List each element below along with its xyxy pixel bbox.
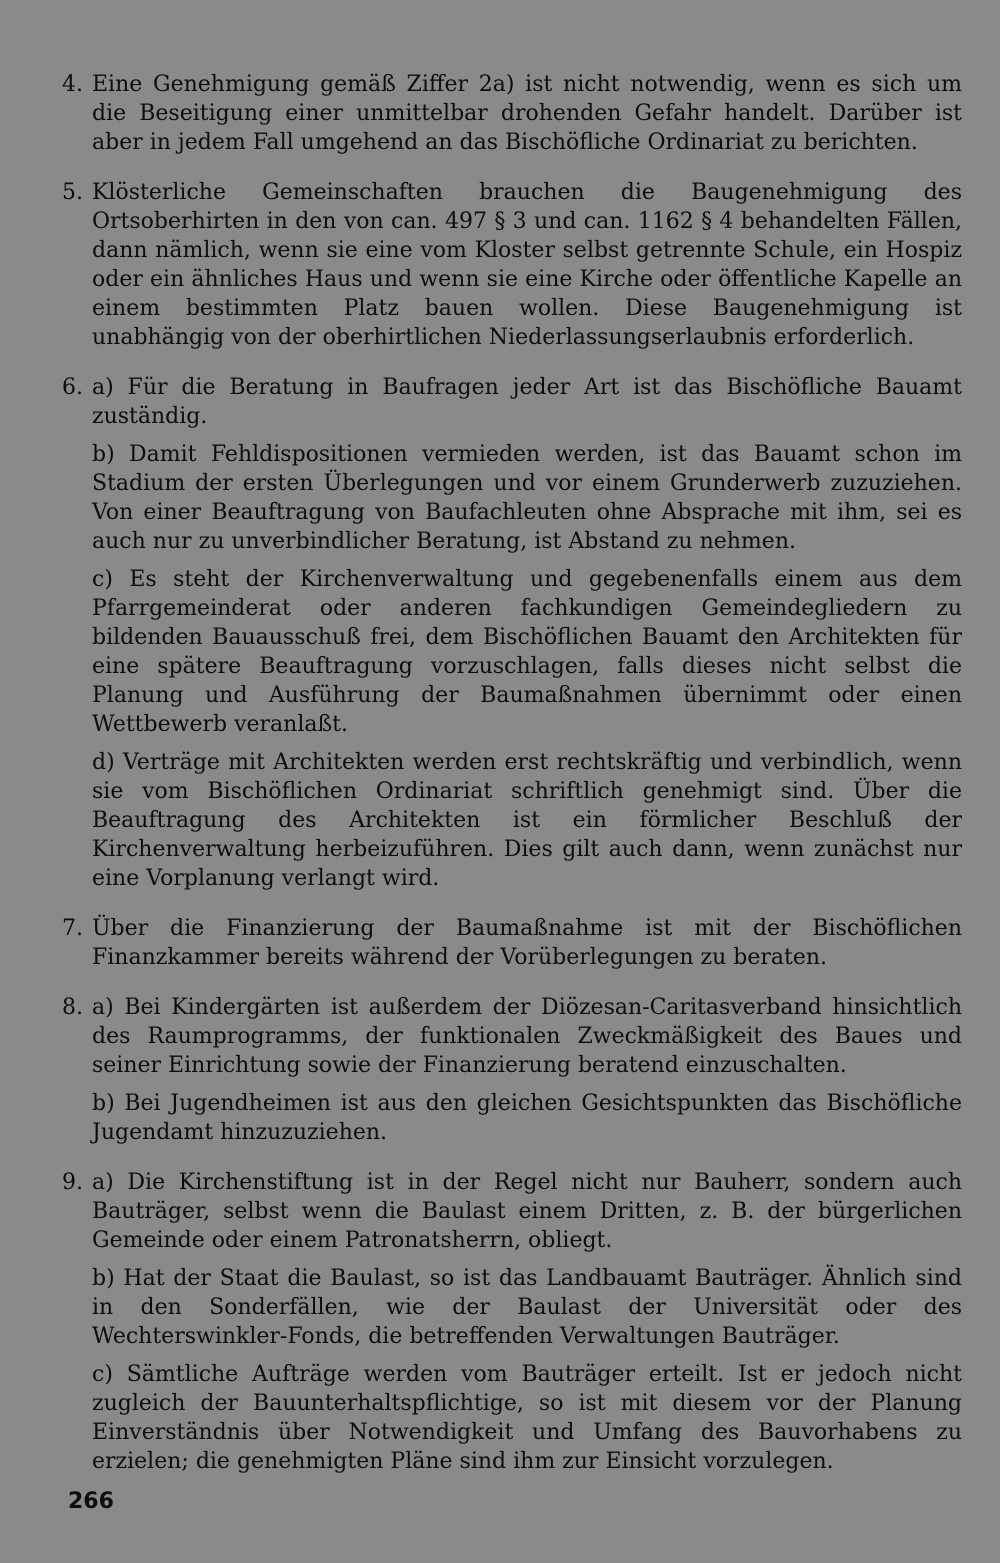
item-number: 5. <box>62 180 83 205</box>
paragraph-a: a) Für die Beratung in Baufragen jeder Art ist das Bischöfliche Bauamt zuständig. <box>92 375 962 429</box>
paragraph-a: a) Bei Kindergärten ist außerdem der Diözesan-Caritasverband hinsichtlich des Raumprogramms, der funktionalen Zweckmäßigkeit des Baues und seiner Einrichtung sowie der Finanzierung beratend einzuschalten. <box>92 995 962 1078</box>
list-item-6 <box>62 373 962 893</box>
paragraph-b: b) Hat der Staat die Baulast, so ist das Landbauamt Bauträger. Ähnlich sind in den Sonderfällen, wie der Baulast der Universität oder des Wechterswinkler-Fonds, die betreffenden Verwaltungen Bauträger. <box>92 1266 962 1349</box>
item-number: 9. <box>62 1170 83 1195</box>
list-item-5 <box>62 178 962 352</box>
paragraph: Über die Finanzierung der Baumaßnahme ist mit der Bischöflichen Finanzkammer bereits während der Vorüberlegungen zu beraten. <box>92 916 962 970</box>
paragraph-d: d) Verträge mit Architekten werden erst rechtskräftig und verbindlich, wenn sie vom Bischöflichen Ordinariat schriftlich genehmigt sind. Über die Beauftragung des Architekten ist ein förmlicher Beschluß der Kirchenverwaltung herbeizuführen. Dies gilt auch dann, wenn zunächst nur eine Vorplanung verlangt wird. <box>92 750 962 891</box>
paragraph-c: c) Sämtliche Aufträge werden vom Bauträger erteilt. Ist er jedoch nicht zugleich der Bauunterhaltspflichtige, so ist mit diesem vor der Planung Einverständnis über Notwendigkeit und Umfang des Bauvorhabens zu erzielen; die genehmigten Pläne sind ihm zur Einsicht vorzulegen. <box>92 1362 962 1474</box>
paragraph: Eine Genehmigung gemäß Ziffer 2a) ist nicht notwendig, wenn es sich um die Beseitigung einer unmittelbar drohenden Gefahr handelt. Darüber ist aber in jedem Fall umgehend an das Bischöfliche Ordinariat zu berichten. <box>92 72 962 155</box>
paragraph: Klösterliche Gemeinschaften brauchen die Baugenehmigung des Ortsoberhirten in den von can. 497 § 3 und can. 1162 § 4 behandelten Fällen, dann nämlich, wenn sie eine vom Kloster selbst getrennte Schule, ein Hospiz oder ein ähnliches Haus und wenn sie eine Kirche oder öffentliche Kapelle an einem bestimmten Platz bauen wollen. Diese Baugenehmigung ist unabhängig von der oberhirtlichen Niederlassungserlaubnis erforderlich. <box>92 180 962 350</box>
list-item-9 <box>62 1168 962 1476</box>
paragraph-b: b) Bei Jugendheimen ist aus den gleichen Gesichtspunkten das Bischöfliche Jugendamt hinzuzuziehen. <box>92 1091 962 1145</box>
paragraph-a: a) Die Kirchenstiftung ist in der Regel nicht nur Bauherr, sondern auch Bauträger, selbst wenn die Baulast einem Dritten, z. B. der bürgerlichen Gemeinde oder einem Patronatsherrn, obliegt. <box>92 1170 962 1253</box>
item-number: 4. <box>62 72 83 97</box>
item-number: 7. <box>62 916 83 941</box>
document-body <box>62 70 962 1476</box>
page-number: 266 <box>68 1489 114 1514</box>
item-number: 6. <box>62 375 83 400</box>
list-item-4 <box>62 70 962 157</box>
paragraph-b: b) Damit Fehldispositionen vermieden werden, ist das Bauamt schon im Stadium der ersten Überlegungen und vor einem Grunderwerb zuzuziehen. Von einer Beauftragung von Baufachleuten ohne Absprache mit ihm, sei es auch nur zu unverbindlicher Beratung, ist Abstand zu nehmen. <box>92 442 962 554</box>
list-item-7 <box>62 914 962 972</box>
list-item-8 <box>62 993 962 1147</box>
paragraph-c: c) Es steht der Kirchenverwaltung und gegebenenfalls einem aus dem Pfarrgemeinderat oder anderen fachkundigen Gemeindegliedern zu bildenden Bauausschuß frei, dem Bischöflichen Bauamt den Architekten für eine spätere Beauftragung vorzuschlagen, falls dieses nicht selbst die Planung und Ausführung der Baumaßnahmen übernimmt oder einen Wettbewerb veranlaßt. <box>92 567 962 737</box>
item-number: 8. <box>62 995 83 1020</box>
